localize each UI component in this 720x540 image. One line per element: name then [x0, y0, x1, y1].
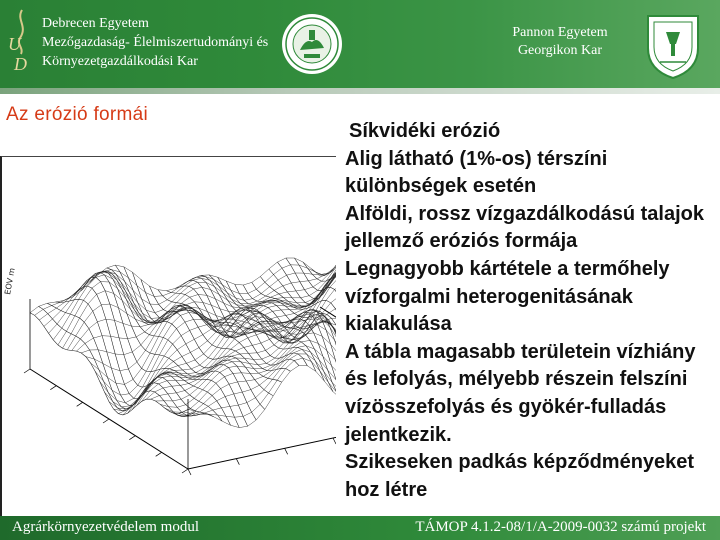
body-paragraph: A tábla magasabb területein vízhiány és lefolyás, mélyebb részein felszíni vízösszefolyás és gyökér-fulladás jelentkezik.	[345, 340, 696, 446]
header-banner	[0, 0, 720, 88]
axis-tick	[103, 419, 109, 423]
mesh-line	[183, 358, 336, 417]
right-institution-line: Georgikon Kar	[517, 43, 603, 58]
body-paragraph: Szikeseken padkás képződményeket hoz létre	[345, 451, 695, 501]
axis-tick	[156, 452, 162, 456]
left-institution-line: Mezőgazdaság- Élelmiszertudományi és	[42, 35, 269, 50]
mesh-line	[294, 258, 336, 382]
axis-tick	[236, 459, 239, 465]
axis-tick	[188, 469, 191, 475]
body-paragraph: Alföldi, rossz vízgazdálkodású talajok jellemző eróziós formája	[345, 202, 704, 253]
axis-tick	[333, 438, 336, 444]
mesh-line	[53, 256, 336, 340]
university-logo-icon	[6, 8, 36, 72]
faculty-seal-icon	[280, 12, 344, 76]
axis-tick	[77, 402, 83, 406]
right-institution-line: Pannon Egyetem	[512, 25, 608, 40]
mesh-line	[56, 299, 214, 417]
mesh-line	[192, 277, 336, 401]
mesh-line	[63, 249, 337, 348]
slide-title: Az erózió formái	[6, 104, 149, 125]
axis-tick	[50, 386, 56, 390]
georgikon-shield-icon	[640, 10, 706, 82]
mesh-line	[156, 325, 337, 401]
mesh-line	[73, 277, 231, 425]
svg-text:U: U	[8, 34, 21, 54]
left-institution-line: Debrecen Egyetem	[42, 16, 149, 31]
z-axis-label: EOV m	[3, 267, 17, 296]
right-institution-name	[500, 24, 620, 60]
svg-text:D: D	[14, 54, 27, 72]
mesh-line	[77, 261, 337, 351]
terrain-surface-figure	[0, 156, 336, 524]
footer-module-name: Agrárkörnyezetvédelem modul	[12, 519, 200, 535]
body-paragraph: Legnagyobb kártétele a termőhely vízforgalmi heterogenitásának kialakulása	[345, 257, 670, 336]
mesh-line	[107, 268, 265, 410]
slide-body	[337, 118, 713, 523]
axis-tick	[182, 469, 188, 473]
body-paragraph: Síkvidéki erózió	[349, 120, 501, 142]
body-paragraph: Alig látható (1%-os) térszíni különbségek esetén	[345, 147, 608, 198]
surface-frame	[24, 299, 336, 475]
header-divider	[0, 88, 720, 94]
left-institution-line: Környezetgazdálkodási Kar	[42, 54, 198, 69]
footer-project-id: TÁMOP 4.1.2-08/1/A-2009-0032 számú projekt	[415, 519, 706, 535]
left-institution-name	[42, 14, 292, 71]
axis-tick	[129, 436, 135, 440]
footer-banner	[0, 516, 720, 540]
surface-mesh	[30, 249, 336, 428]
axis-tick	[285, 448, 288, 454]
mesh-line	[188, 366, 336, 428]
mesh-line	[160, 333, 336, 408]
axis-tick	[24, 369, 30, 373]
mesh-line	[165, 340, 336, 412]
surface-plot-svg	[2, 157, 336, 523]
